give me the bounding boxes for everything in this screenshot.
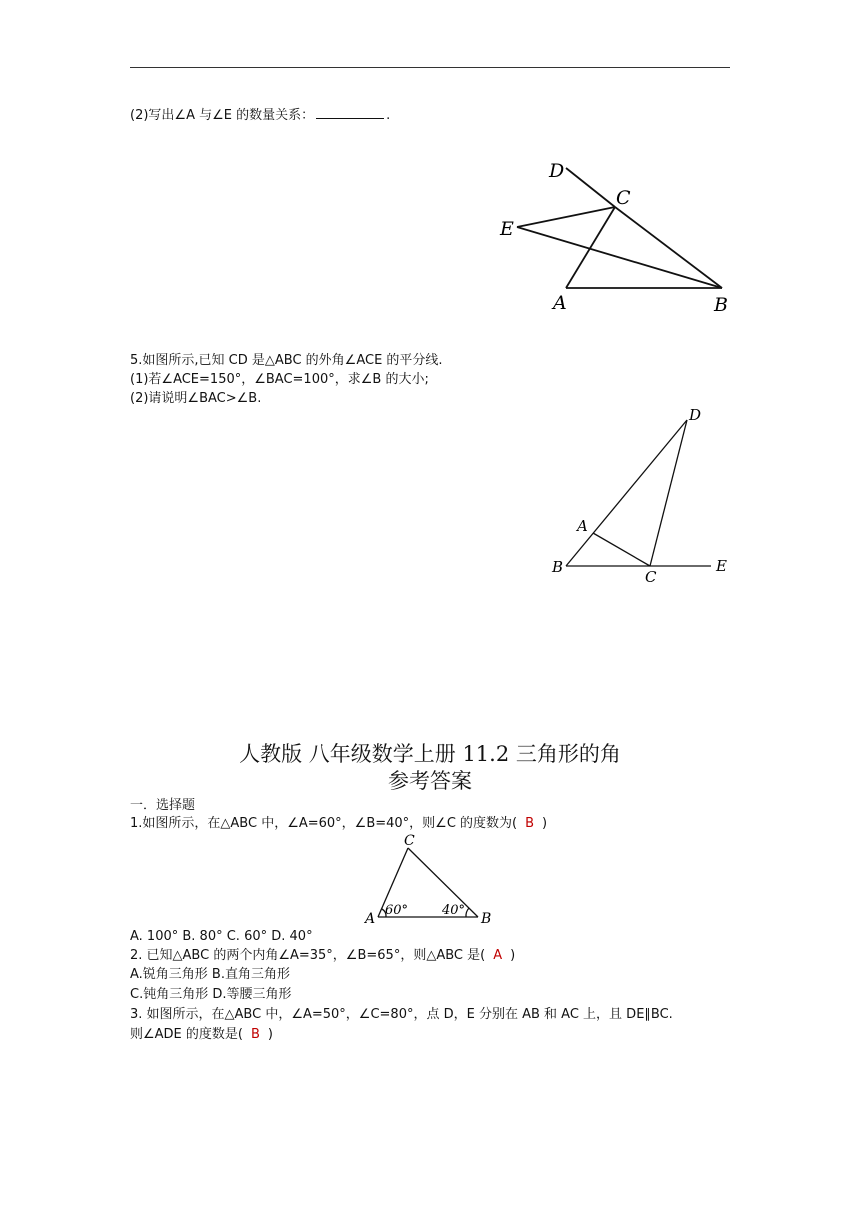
q4-part2-text: (2)写出∠A 与∠E 的数量关系： bbox=[130, 108, 315, 123]
header-rule bbox=[130, 67, 730, 68]
a3-close: ) bbox=[267, 1027, 273, 1042]
a2-stem-text: 2. 已知△ABC 的两个内角∠A=35°，∠B=65°，则△ABC 是( bbox=[130, 948, 486, 963]
label-A: A bbox=[577, 517, 588, 535]
answer-blank[interactable] bbox=[316, 106, 384, 119]
a3-stem: 3. 如图所示，在△ABC 中，∠A=50°，∠C=80°，点 D，E 分别在 AB 和 AC 上，且 DE∥BC. bbox=[130, 1007, 673, 1022]
q5-part1: (1)若∠ACE=150°，∠BAC=100°，求∠B 的大小; bbox=[130, 372, 429, 387]
label-B: B bbox=[481, 911, 492, 927]
label-C: C bbox=[645, 568, 657, 586]
a1-answer: B bbox=[525, 816, 535, 831]
figure-q4 bbox=[490, 150, 740, 320]
a1-options: A. 100° B. 80° C. 60° D. 40° bbox=[130, 929, 313, 944]
a2-options-1: A.锐角三角形 B.直角三角形 bbox=[130, 967, 290, 982]
a1-close: ) bbox=[542, 816, 548, 831]
label-A: A bbox=[365, 911, 376, 927]
label-B: B bbox=[714, 294, 728, 316]
a3-stem-2 bbox=[130, 1026, 273, 1044]
figure-q5 bbox=[545, 400, 745, 590]
answer-subtitle: 参考答案 bbox=[388, 769, 472, 793]
a3-stem-text: 则∠ADE 的度数是( bbox=[130, 1027, 243, 1042]
label-C: C bbox=[616, 187, 631, 209]
section-heading: 一．选择题 bbox=[130, 798, 196, 813]
label-D: D bbox=[549, 160, 565, 182]
angle-A-label: 60° bbox=[385, 903, 409, 918]
a2-stem bbox=[130, 947, 515, 965]
a2-close: ) bbox=[510, 948, 516, 963]
q5-part2: (2)请说明∠BAC>∠B. bbox=[130, 391, 262, 406]
figure-a1 bbox=[360, 830, 500, 930]
label-A: A bbox=[553, 292, 567, 314]
answer-title: 人教版 八年级数学上册 11.2 三角形的角 bbox=[239, 742, 621, 766]
q4-part2 bbox=[130, 106, 390, 125]
a2-answer: A bbox=[493, 948, 503, 963]
q5-stem: 5.如图所示,已知 CD 是△ABC 的外角∠ACE 的平分线. bbox=[130, 353, 443, 368]
a3-answer: B bbox=[250, 1027, 260, 1042]
label-E: E bbox=[716, 557, 727, 575]
label-C: C bbox=[404, 833, 415, 849]
a1-stem-text: 1.如图所示，在△ABC 中，∠A=60°，∠B=40°，则∠C 的度数为( bbox=[130, 816, 518, 831]
angle-B-label: 40° bbox=[442, 903, 466, 918]
label-D: D bbox=[689, 406, 702, 424]
label-E: E bbox=[500, 218, 514, 240]
label-B: B bbox=[552, 558, 564, 576]
q4-part2-suffix: . bbox=[386, 108, 391, 123]
a2-options-2: C.钝角三角形 D.等腰三角形 bbox=[130, 987, 292, 1002]
